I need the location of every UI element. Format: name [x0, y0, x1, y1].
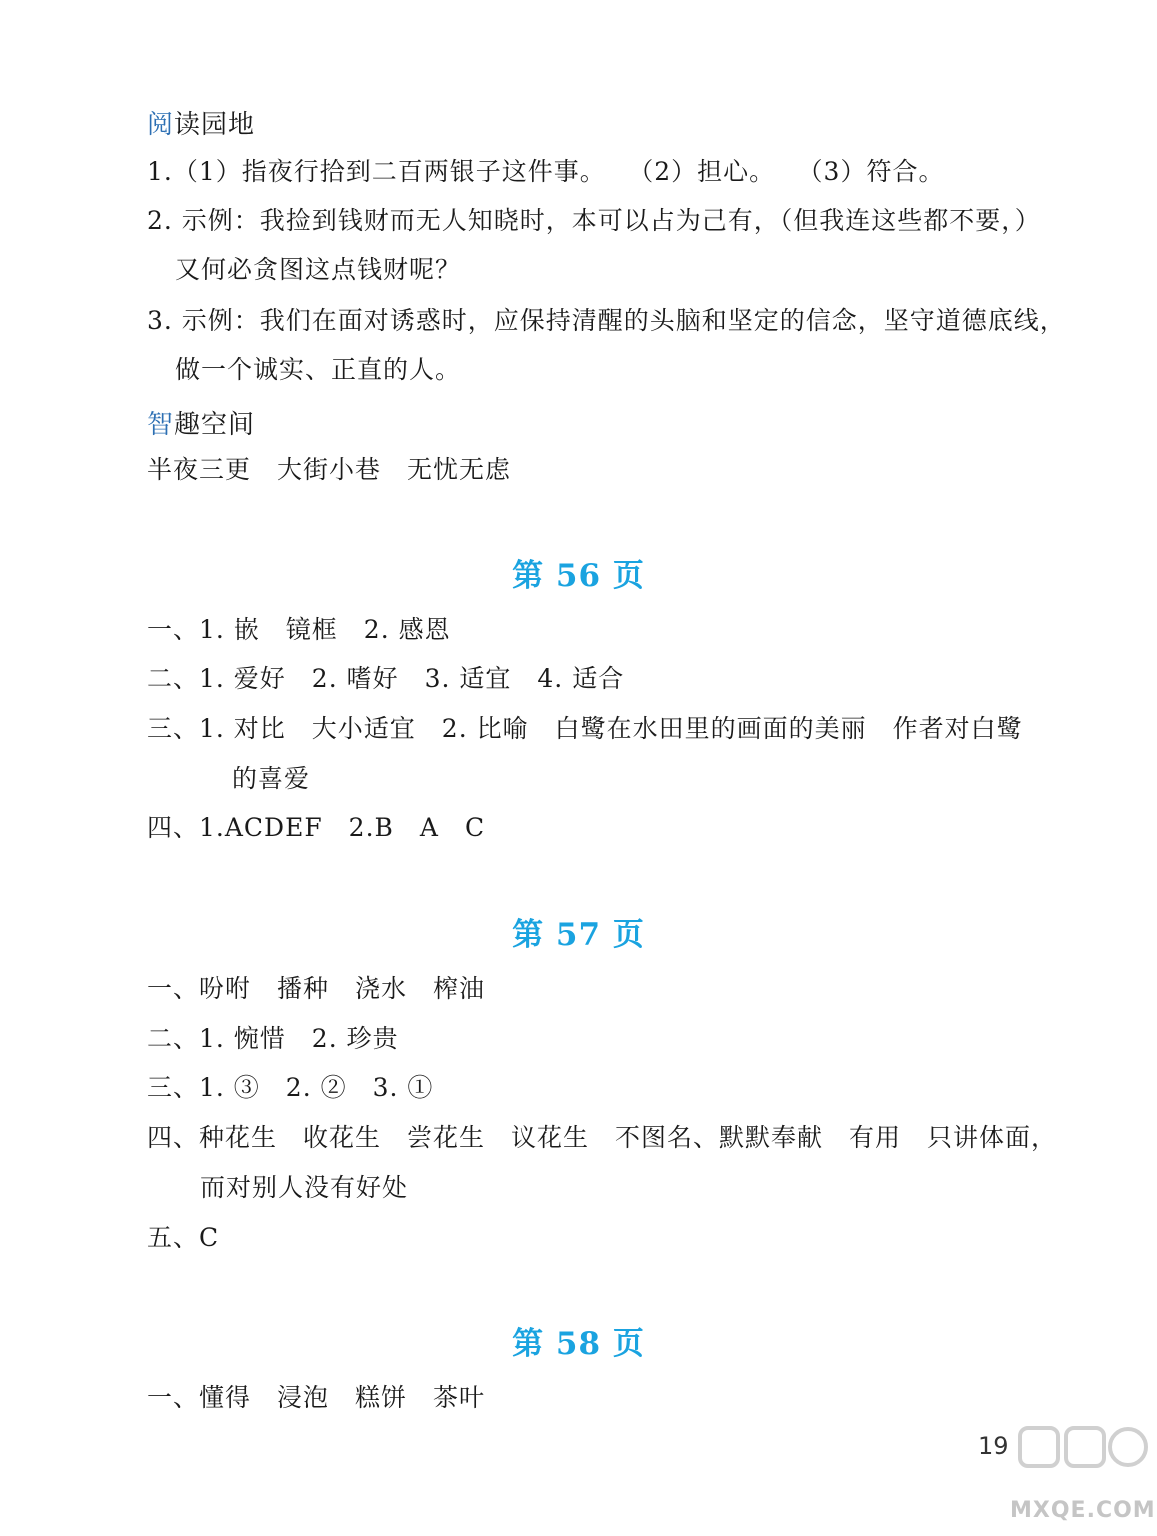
page-title-57: 第 57 页: [512, 917, 645, 953]
answer-line: 2. 示例：我捡到钱财而无人知晓时，本可以占为己有，（但我连这些都不要，）: [147, 206, 1041, 235]
section-heading-reading: [147, 104, 255, 141]
heading-first-char: 阅: [147, 110, 175, 140]
answer-line: 半夜三更 大街小巷 无忧无虑: [147, 455, 512, 484]
answer-line: 做一个诚实、正直的人。: [175, 355, 462, 384]
answer-line: 1.（1）指夜行拾到二百两银子这件事。 （2）担心。 （3）符合。: [147, 157, 945, 186]
answer-line: 又何必贪图这点钱财呢？: [175, 255, 462, 284]
answer-line: 五、C: [147, 1223, 220, 1252]
answer-line: 一、吩咐 播种 浇水 榨油: [147, 974, 486, 1003]
page-number: 19: [978, 1432, 1009, 1460]
page-title-56: 第 56 页: [512, 558, 645, 594]
watermark-logo: [1010, 1420, 1156, 1530]
answer-line: 三、1. ③ 2. ② 3. ①: [147, 1073, 434, 1102]
watermark-text: MXQE.COM: [1010, 1498, 1156, 1523]
answer-line: 四、1.ACDEF 2.B A C: [147, 813, 486, 842]
answer-line: 二、1. 爱好 2. 嗜好 3. 适宜 4. 适合: [147, 664, 625, 693]
answer-line: 一、懂得 浸泡 糕饼 茶叶: [147, 1383, 486, 1412]
section-heading-fun: [147, 404, 255, 441]
answer-line: 二、1. 惋惜 2. 珍贵: [147, 1024, 399, 1053]
answer-line: 四、种花生 收花生 尝花生 议花生 不图名、默默奉献 有用 只讲体面，: [147, 1123, 1058, 1152]
page-title-58: 第 58 页: [512, 1326, 645, 1362]
answer-line: 的喜爱: [232, 764, 311, 793]
answer-line: 而对别人没有好处: [200, 1173, 409, 1202]
watermark-badge-icon: [1010, 1420, 1150, 1500]
heading-first-char: 智: [147, 410, 175, 440]
heading-rest: 读园地: [174, 110, 256, 140]
answer-line: 一、1. 嵌 镜框 2. 感恩: [147, 615, 451, 644]
heading-rest: 趣空间: [174, 410, 256, 440]
answer-line: 3. 示例：我们在面对诱惑时，应保持清醒的头脑和坚定的信念，坚守道德底线，: [147, 306, 1066, 335]
answer-line: 三、1. 对比 大小适宜 2. 比喻 白鹭在水田里的画面的美丽 作者对白鹭: [147, 714, 1023, 743]
